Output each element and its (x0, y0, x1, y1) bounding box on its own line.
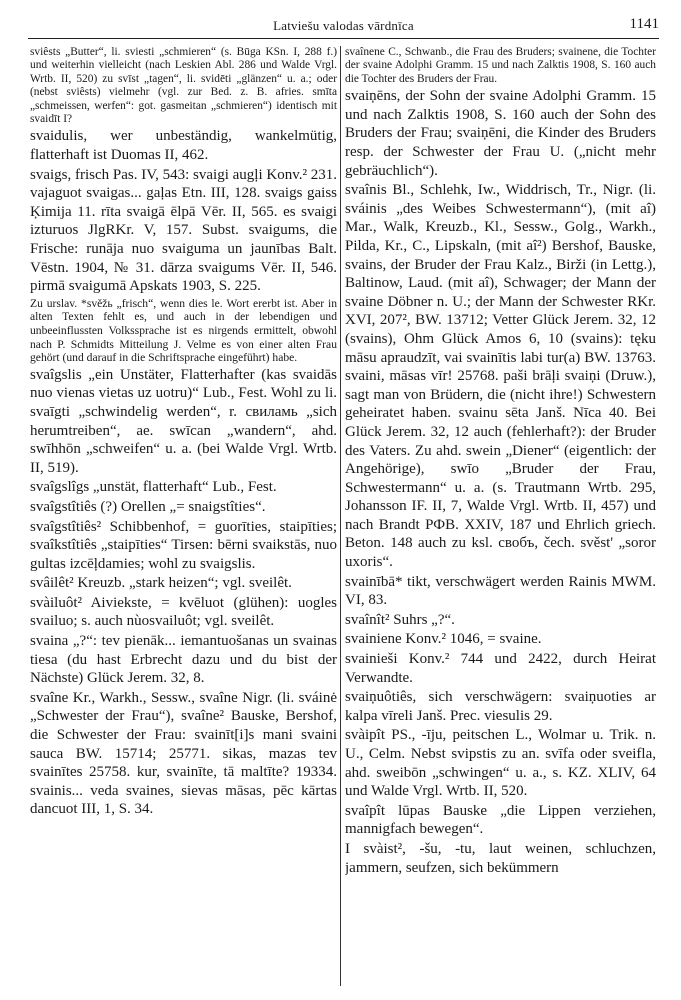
entry-text: svaîgstîtiês (?) Orellen „= snaigstîties“. (30, 498, 266, 515)
entry-text: svaidulis, wer unbeständig, wankelmütig, flatterhaft ist Duomas II, 462. (30, 128, 337, 164)
entry-text: Zu urslav. *svěžь „frisch“, wenn dies le. Wort ererbt ist. Aber in alten Texten fehlt es, und auch in der lebendigen und unbeeinflussten Volkssprache ist es nirgends ermittelt, obwohl nach P. Schmidts Mitteilung J. Velme es von einer alten Frau gehört (und darauf in die Schriftsprache eingeführt) habe. (30, 296, 337, 365)
page-number: 1141 (629, 16, 659, 32)
entry-text: svaigs, frisch Pas. IV, 543: svaigi augļi Konv.² 231. vajaguot svaigas... gaļas Etn. III, 128. svaigs gaiss Ķimija 11. rīta svaigā ēlpā Vēr. II, 565. es svaigi izturuos JlgRKr. V, 157. Subst. svaigums, die Frische: runāja nuo svaiguma un jaunības Balt. Vēstn. 1904, № 31. dārza svaigums Vēr. II, 546. pirmā svaigumā Apskats 1903, S. 225. (30, 166, 337, 295)
right-column (345, 46, 656, 878)
entry-text: svainieši Konv.² 744 und 2422, durch Heirat Verwandte. (345, 651, 656, 686)
entry-text: svaînît² Suhrs „?“. (345, 611, 455, 628)
entry-text: svaiņēns, der Sohn der svaine Adolphi Gramm. 15 und nach Zalktis 1908, S. 160 auch der Sohn des Bruders der Frau; svaiņēni, die Kinder des Bruders resp. der Schwester der Frau U. („nicht mehr gebräuchlich“). (345, 88, 656, 179)
entry-text: svaîgstîtiês² Schibbenhof, = guorīties, staipīties; svaîkstîtiês „staipīties“ Tirsen: bērni svaikstās, nuo gultas izcēļdamies; wohl zu svaigslis. (30, 518, 337, 572)
page-header-title: Latviešu valodas vārdnīca (273, 18, 414, 33)
page-header (28, 12, 659, 39)
entry-text: sviêsts „Butter“, li. sviesti „schmieren“ (s. Būga KSn. I, 288 f.) und weiterhin vielleicht (nach Leskien Abl. 286 und Walde Vrgl. Wrtb. II, 520) zu svīst „tagen“, li. svidēti „glänzen“ u. a.; oder (nebst sviêsts) vielmehr (vgl. zur Bed. z. B. afries. smīta „schmeissen, werfen“: got. gasmeitan „schmieren“) identisch mit svaidīt I? (30, 46, 337, 126)
left-column (30, 46, 337, 820)
entry-text: svaîgslis „ein Unstäter, Flatterhafter (kas svaidās nuo vienas vietas uz uotru)“ Lub., Fest. Wohl zu li. svaīgti „schwindelig werden“, r. свиламь „sich herumtreiben“, ae. swīcan „wandern“, ahd. swīhhōn „schweifen“ u. a. (bei Walde Vrgl. Wrtb. II, 519). (30, 366, 337, 476)
column-divider (340, 46, 341, 986)
entry-text: svainiene Konv.² 1046, = svaine. (345, 631, 542, 648)
entry-text: svaina „?“: tev pienāk... iemantuošanas un svainas tiesa (du hast Erbrecht dazu und du bist der Nächste) Glück Jerem. 32, 8. (30, 633, 337, 687)
entry-text: svaiņuôtiês, sich verschwägern: svaiņuoties ar kalpa vīreli Janš. Prec. viesulis 29. (345, 689, 656, 724)
entry-text: svaîne Kr., Warkh., Sessw., svaîne Nigr. (li. sváinė „Schwester der Frau“), svaîne² Bauske, Bershof, die Schwester der Frau: svainīt[i]s mani svaini sauca BW. 15714; 25771. sikas, mazas tev svainītes 25758. kur, svainīte, tā maltīte? 19334. svainis... veda svaines, sievas māsas, pēc kārtas dancuot III, 1, S. 34. (30, 689, 337, 818)
entry-text: svaîpît lūpas Bauske „die Lippen verziehen, mannigfach bewegen“. (345, 802, 656, 838)
entry-text: svaîgslîgs „unstät, flatterhaft“ Lub., Fest. (30, 479, 277, 496)
entry-text: I svàist², -šu, -tu, laut weinen, schluchzen, jammern, seufzen, sich bekümmern (345, 840, 656, 876)
entry-text: svâilêt² Kreuzb. „stark heizen“; vgl. sveilêt. (30, 575, 292, 592)
entry-text: svàipît PS., -īju, peitschen L., Wolmar u. Trik. n. U., Celm. Nebst svipstis zu an. svīfa oder sveifla, ahd. sweibōn „schwingen“ u. a., s. KZ. XLIV, 64 und Walde Vrgl. Wrtb. II, 520. (345, 727, 656, 800)
entry-text: svainībā* tikt, verschwägert werden Rainis MWM. VI, 83. (345, 573, 656, 609)
entry-text: svaînis Bl., Schlehk, Iw., Widdrisch, Tr., Nigr. (li. sváinis „des Weibes Schwestermann“), (mit aî) Mar., Walk, Kreuzb., Kl., Sessw., Golg., Warkh., Pilda, Kr., C., Lipskaln, (mit aî²) Bershof, Bauske, svains, der Bruder der Frau Kalz., Birži (in Lettg.), Baltinow, Laud. (mit aî), Schwager; der Mann der svaine Döbner n. U.; der Mann der Schwester RKr. XVI, 207², BW. 13712; Vetter Glück Jerem. 32, 12 (svains), Ohm Glück Amos 6, 10 (svains): tęku māsu apraudzīt, vai svainītis labi tur(a) BW. 13763. svaini, māsas vīr! 25768. paši brāļi svaiņi (Druw.), sagt man von Brüdern, die (nicht ihre!) Schwestern geheiratet haben. svainu sēta Janš. Nīca 40. Bei Glück Jerem. 32, 12 auch (fehlerhaft?): der Bruder des Vaters. Zu ahd. swein „Diener“ (eigentlich: der Angehörige), swīo „Bruder der Frau, Schwestermann“ u. a. (s. Trautmann Wrtb. 295, Johansson IF. II, 7, Walde Vrgl. Wrtb. II, 457) und nach Brandt РФВ. XXIV, 187 und Ehrlich griech. Beton. 148 auch zu ksl. свобъ, čech. svěst' „soror uxoris“. (345, 182, 656, 571)
entry-text: svaînene C., Schwanb., die Frau des Bruders; svainene, die Tochter der svaine Adolphi Gramm. 15 und nach Zalktis 1908, S. 160 auch die Tochter des Bruders der Frau. (345, 46, 656, 85)
entry-text: svàiluôt² Aiviekste, = kvēluot (glühen): uogles svailuo; s. auch nùosvailuôt; vgl. sveilêt. (30, 594, 337, 630)
